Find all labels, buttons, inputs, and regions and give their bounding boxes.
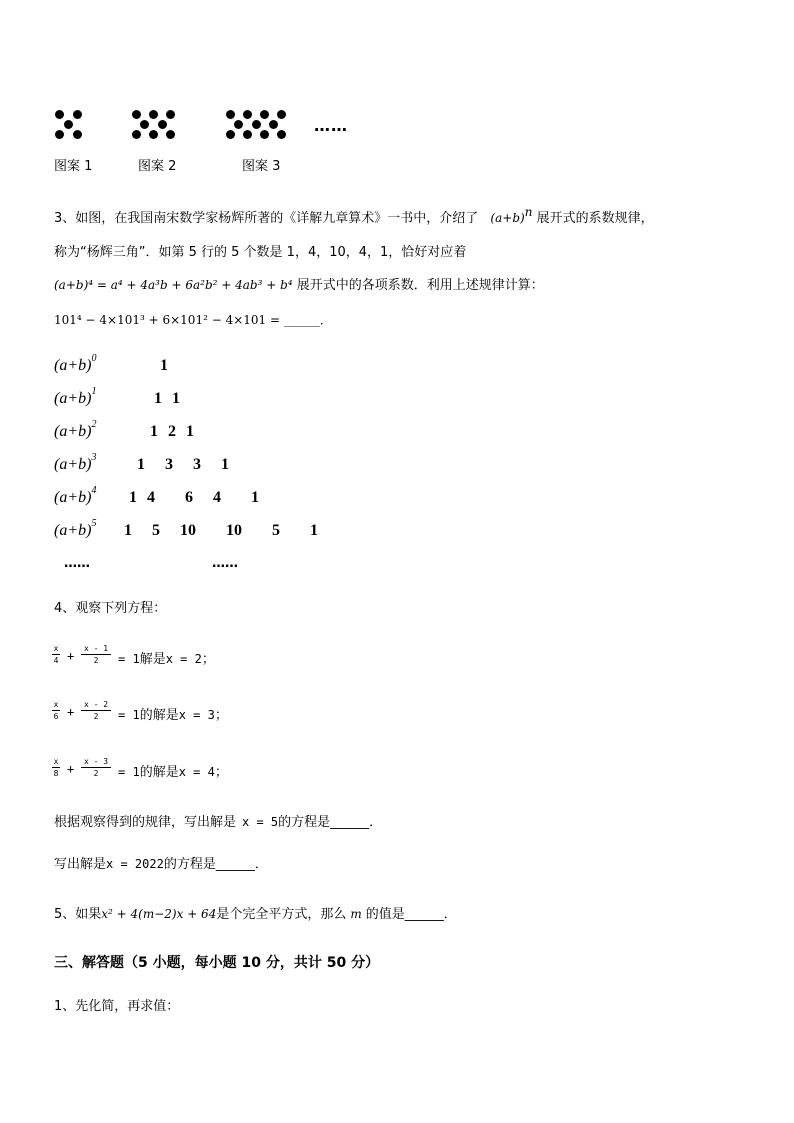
pattern-label-3: 图案 3 (242, 159, 281, 174)
row-coefficients: 1 (160, 357, 168, 374)
dot (166, 130, 175, 139)
dot (234, 120, 243, 129)
section-3-question-1: 1、先化简，再求值： (54, 999, 180, 1014)
plus-sign: + (67, 649, 75, 663)
pattern-label-1: 图案 1 (54, 159, 93, 174)
dot (132, 110, 141, 119)
dot (73, 110, 82, 119)
row-coefficients: 1 2 1 (150, 423, 194, 440)
q3-line-4: 101⁴ − 4×101³ + 6×101² − 4×101 = ______． (54, 313, 332, 327)
q3-line-1 (54, 207, 654, 226)
dot (166, 110, 175, 119)
row-label: $(a+b)^1$ (54, 386, 97, 407)
dot (260, 110, 269, 119)
row-label: $(a+b)^0$ (54, 353, 97, 374)
q3-line3-post: 展开式中的各项系数．利用上述规律计算： (296, 278, 544, 293)
dot (277, 130, 286, 139)
dot (149, 110, 158, 119)
plus-sign: + (67, 762, 75, 776)
dot (73, 130, 82, 139)
q3-line-2: 称为“杨辉三角”．如第 5 行的 5 个数是 1，4，10，4，1，恰好对应着 (54, 245, 467, 260)
dot (55, 110, 64, 119)
dot (252, 120, 261, 129)
row-coefficients: 1 4 6 4 1 (129, 489, 259, 506)
q4-title: 4、观察下列方程： (54, 601, 167, 616)
row-coefficients: 1 5 10 10 5 1 (124, 522, 318, 539)
dot (149, 130, 158, 139)
fraction: $\frac{x - 1}{2}$ (81, 644, 111, 665)
equation-tail: = 1的解是x = 3； (118, 708, 228, 723)
dot (269, 120, 278, 129)
row-label: $(a+b)^2$ (54, 419, 97, 440)
dot (140, 120, 149, 129)
q3-line1-post: 展开式的系数规律， (536, 211, 654, 226)
fraction: $\frac{x}{6}$ (53, 700, 59, 721)
row-label: $(a+b)^3$ (54, 452, 97, 473)
plus-sign: + (67, 705, 75, 719)
question-5: 5、如果x² + 4(m−2)x + 64是个完全平方式，那么 m 的值是______． (54, 907, 457, 922)
pattern-ellipsis: …… (314, 116, 348, 135)
q4-question-b: 写出解是x = 2022的方程是______． (54, 857, 268, 872)
q4-question-a: 根据观察得到的规律，写出解是 x = 5的方程是______． (54, 815, 383, 830)
q3-expansion: (a+b)⁴ = a⁴ + 4a³b + 6a²b² + 4ab³ + b⁴ (54, 278, 293, 292)
dot (64, 120, 73, 129)
fraction: $\frac{x - 3}{2}$ (81, 757, 111, 778)
q3-line1-expr: (a+b) (490, 211, 525, 225)
q3-line1-exp: n (524, 205, 533, 219)
section-3-title: 三、解答题（5 小题，每小题 10 分，共计 50 分） (54, 955, 380, 971)
equation-tail: = 1的解是x = 4； (118, 765, 228, 780)
triangle-dots-left: …… (64, 556, 90, 571)
triangle-dots-right: …… (212, 556, 238, 571)
dot (55, 130, 64, 139)
q3-line-3 (54, 274, 544, 293)
dot (226, 130, 235, 139)
pattern-label-2: 图案 2 (138, 159, 177, 174)
fraction: $\frac{x - 2}{2}$ (81, 700, 111, 721)
row-coefficients: 1 1 (154, 390, 180, 407)
q3-line1-text: 3、如图，在我国南宋数学家杨辉所著的《详解九章算术》一书中，介绍了 (54, 211, 479, 226)
fraction: $\frac{x}{4}$ (53, 644, 59, 665)
dot (243, 110, 252, 119)
dot (277, 110, 286, 119)
row-label: $(a+b)^5$ (54, 518, 97, 539)
dot (243, 130, 252, 139)
row-label: $(a+b)^4$ (54, 485, 97, 506)
dot (158, 120, 167, 129)
row-coefficients: 1 3 3 1 (137, 456, 229, 473)
dot (132, 130, 141, 139)
dot (226, 110, 235, 119)
equation-tail: = 1解是x = 2； (118, 652, 215, 667)
fraction: $\frac{x}{8}$ (53, 757, 59, 778)
dot (260, 130, 269, 139)
q5-expression: x² + 4(m−2)x + 64 (101, 907, 217, 921)
